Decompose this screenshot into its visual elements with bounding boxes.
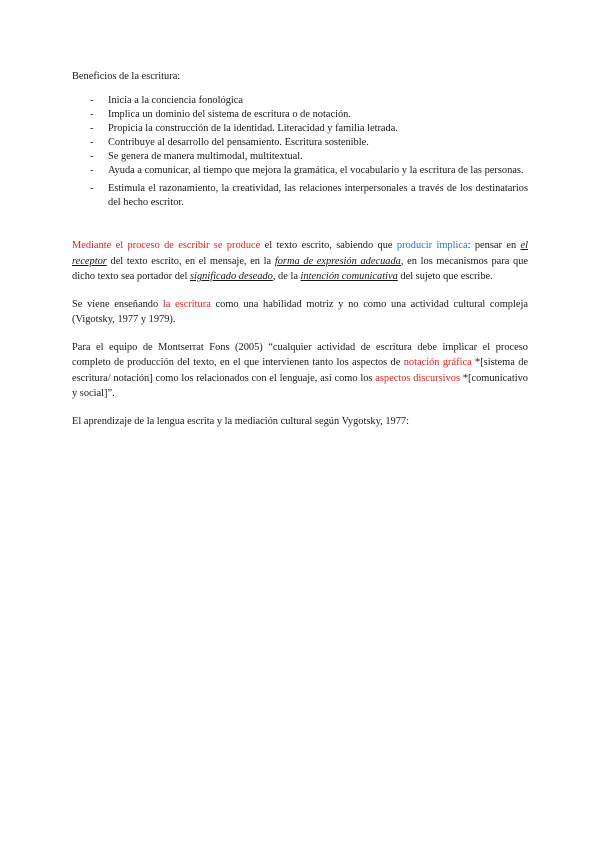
text-run: Para el equipo de Montserrat Fons (2005) “cualquier actividad de escritura debe implicar el proceso completo de producción del texto, en el que intervienen tanto los aspectos de [72,341,528,368]
paragraph-fons-quote [72,340,528,402]
text-run: del texto escrito, en el mensaje, en la [106,255,275,267]
list-item [72,122,528,136]
paragraph-teaching [72,297,528,328]
list-item [72,150,528,164]
dash-bullet: - [90,183,94,194]
text-run: *[comunicativo y social]”. [72,372,529,399]
paragraph-vygotsky: El aprendizaje de la lengua escrita y la mediación cultural según Vygotsky, 1977: [72,415,410,427]
list-item [72,108,528,122]
text-run: : pensar en [467,240,521,251]
list-item-text: Inicia a la conciencia fonológica [108,95,244,106]
dash-bullet: - [90,165,94,176]
list-item [72,136,528,150]
highlight-red: Mediante el proceso de escribir se produce [72,240,261,251]
list-item-text: Estimula el razonamiento, la creatividad, las relaciones interpersonales a través de los destinatarios del hecho escritor. [108,183,528,208]
text-run: *[sistema de escritura/ notación] como los relacionados con el lenguaje, así como los [72,357,529,384]
emphasis-significado: significado deseado [190,271,273,282]
text-run: , de la [272,271,301,282]
list-item-text: Ayuda a comunicar, al tiempo que mejora la gramática, el vocabulario y la escritura de las personas. [108,165,524,176]
text-run: del sujeto que escribe. [397,271,493,282]
benefits-list [72,94,528,210]
highlight-red: aspectos discursivos [375,372,461,384]
highlight-blue: producir implica [396,240,468,251]
paragraph-writing-process [72,238,528,285]
dash-bullet: - [90,151,94,162]
text-run: , en los mecanismos para que dicho texto sea portador del [72,255,528,282]
dash-bullet: - [90,95,94,106]
list-item [72,164,528,178]
emphasis-forma: forma de expresión adecuada [274,255,401,267]
highlight-red: la escritura [162,298,211,310]
list-item-text: Contribuye al desarrollo del pensamiento. Escritura sostenible. [108,137,369,148]
text-run: el texto escrito, sabiendo que [260,240,397,251]
list-item-text: Implica un dominio del sistema de escritura o de notación. [108,109,351,120]
list-item [72,94,528,108]
dash-bullet: - [90,123,94,134]
emphasis-receptor: el receptor [72,240,528,267]
highlight-red: notación gráfica [403,357,472,368]
benefits-title: Beneficios de la escritura: [72,71,181,82]
dash-bullet: - [90,137,94,148]
dash-bullet: - [90,109,94,120]
list-item [72,182,528,210]
text-run: Se viene enseñando [72,298,163,310]
emphasis-intencion: intención comunicativa [300,271,398,282]
list-item-text: Se genera de manera multimodal, multitextual. [108,151,303,162]
text-run: como una habilidad motriz y no como una actividad cultural compleja (Vigotsky, 1977 y 1979). [72,298,528,325]
list-item-text: Propicia la construcción de la identidad. Literacidad y familia letrada. [108,123,398,134]
